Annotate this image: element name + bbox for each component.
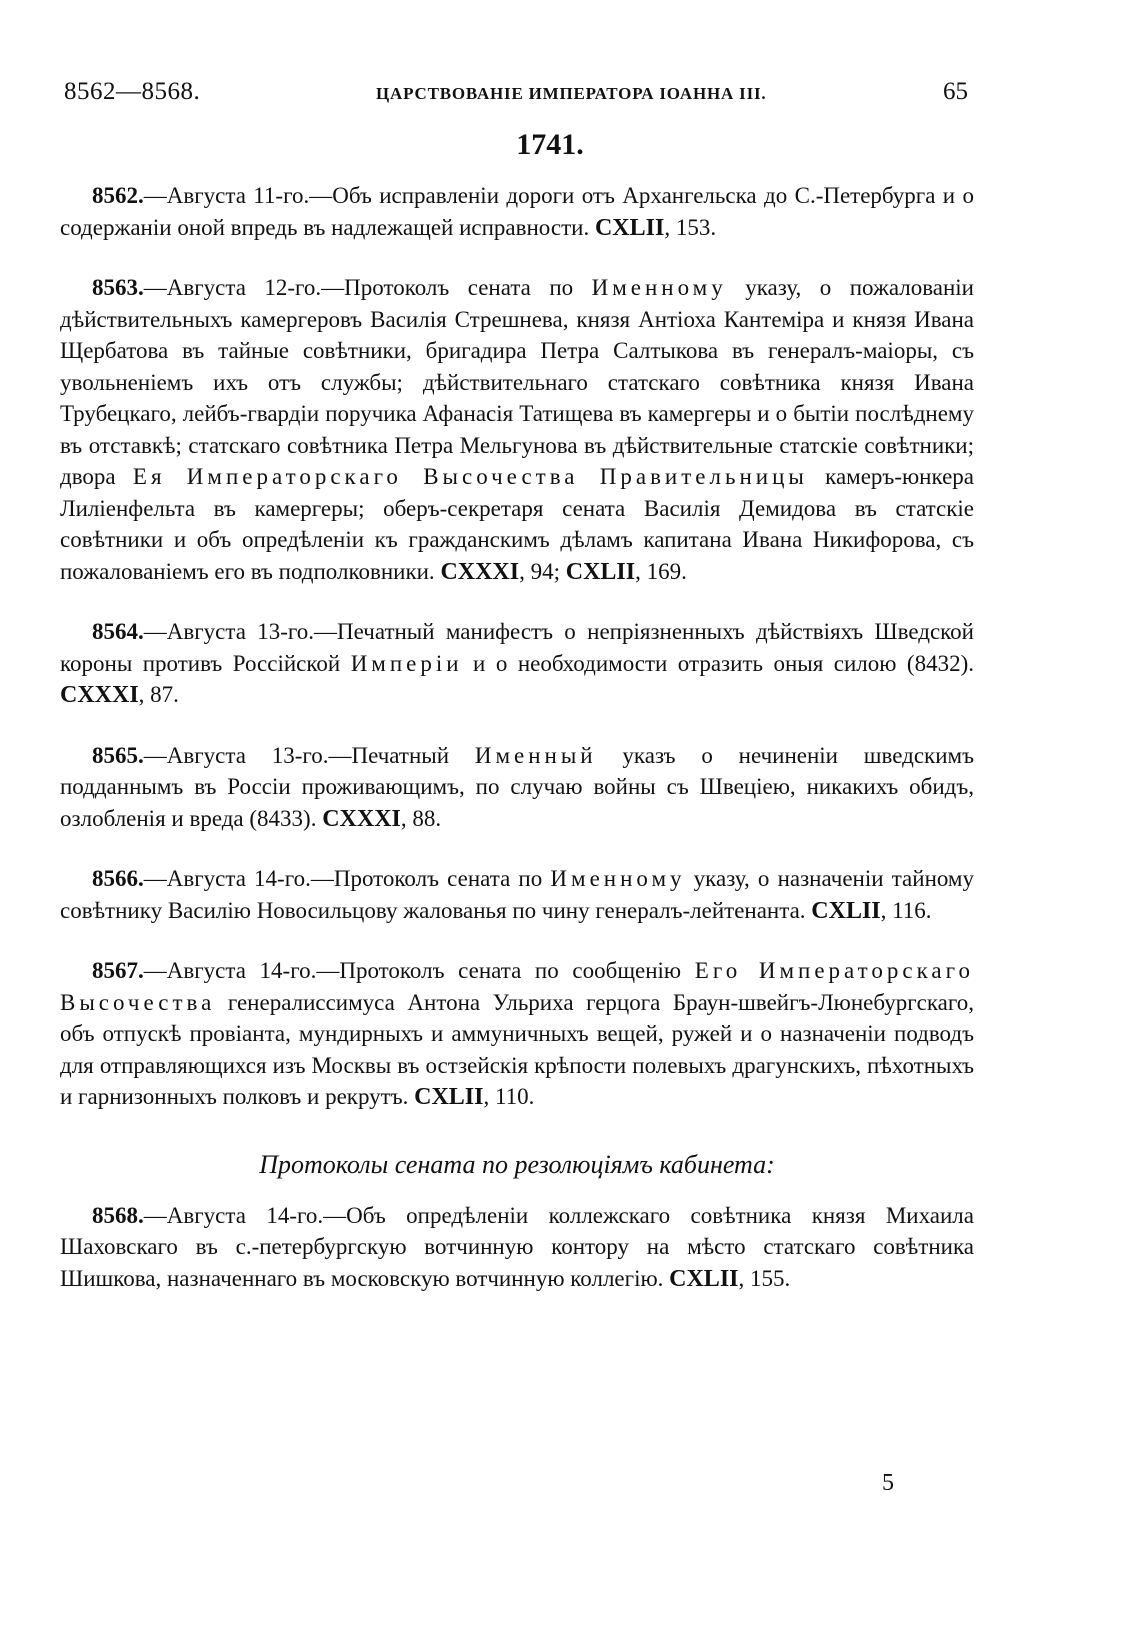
running-title: ЦАРСТВОВАНІЕ ИМПЕРАТОРА ІОАННА III. <box>376 84 767 103</box>
spaced-title: Его Императорскаго Высочества <box>60 958 974 1015</box>
entry-text: указъ о нечиненіи шведскимъ подданнымъ въ Россіи проживающимъ, по случаю войны съ Швеціею, никакихъ обидъ, озлобленія и вреда (8433). <box>60 742 974 831</box>
entry-text: и о необходимости отразить оныя силою (8432). <box>462 650 975 676</box>
volume-citation: CXLII <box>669 1265 739 1292</box>
entry-number: 8565. <box>92 742 144 768</box>
volume-citation: CXLII <box>594 214 665 241</box>
entry <box>60 1200 974 1296</box>
signature-mark: 5 <box>882 1470 894 1496</box>
entry-text: , 88. <box>400 805 442 831</box>
entry-text: —Августа 13-го.—Печатный манифестъ о непріязненныхъ дѣйствіяхъ Шведской короны противъ Россійской <box>60 619 974 676</box>
entry <box>60 740 974 836</box>
volume-citation: CXLII <box>565 558 636 585</box>
volume-citation: CXXXI <box>60 682 139 708</box>
running-header <box>64 78 968 114</box>
entry-text: , 116. <box>880 897 932 923</box>
entry-text: —Августа 14-го.—Объ опредѣленіи коллежскаго совѣтника князя Михаила Шаховскаго въ с.-петербургскую вотчинную контору на мѣсто статскаго совѣтника Шишкова, назначеннаго въ московскую вотчинную коллегію. <box>60 1202 974 1291</box>
spaced-title: Ея Императорскаго Высочества Правительницы <box>132 464 808 489</box>
entry-text: , 153. <box>664 214 717 240</box>
document-body <box>60 180 974 1323</box>
entry-text: генералиссимуса Антона Ульриха герцога Браун-швейгъ-Люнебургскаго, объ отпускѣ провіанта, мундирныхъ и аммуничныхъ вещей, ружей и о назначеніи подводъ для отправляющихся изъ Москвы въ остзейскія крѣпости полевыхъ драгунскихъ, пѣхотныхъ и гарнизонныхъ полковъ и рекрутъ. <box>60 989 974 1109</box>
entry <box>60 863 974 927</box>
entry-text: , 169. <box>635 558 687 584</box>
entry-text: , 155. <box>738 1265 791 1291</box>
entry-text: , 94; <box>519 558 566 584</box>
entry-text: указу, о назначеніи тайному совѣтнику Василію Новосильцову жалованья по чину генералъ-лейтенанта. <box>60 866 974 923</box>
page-number: 65 <box>943 78 968 105</box>
entry-number: 8568. <box>92 1202 144 1228</box>
volume-citation: CXXXI <box>440 558 520 585</box>
entry-text: —Августа 14-го.—Протоколъ сената по <box>143 866 551 891</box>
entry-text: , 110. <box>483 1084 535 1109</box>
volume-citation: CXLII <box>414 1084 484 1110</box>
entry <box>60 616 974 712</box>
entry-text: —Августа 14-го.—Протоколъ сената по сообщенію <box>143 958 695 983</box>
volume-citation: CXXXI <box>322 805 401 832</box>
entry-number: 8566. <box>92 866 144 891</box>
entry-number: 8564. <box>92 619 144 644</box>
entry <box>60 272 974 588</box>
entry-text: —Августа 13-го.—Печатный <box>143 742 475 768</box>
entry-text: —Августа 12-го.—Протоколъ сената по <box>143 275 592 300</box>
entry-text: —Августа 11-го.—Объ исправленіи дороги отъ Архангельска до С.-Петербурга и о содержаніи оной впредь въ надлежащей исправности. <box>60 183 974 240</box>
spaced-title: Именному <box>550 866 686 891</box>
spaced-title: Имперіи <box>350 650 463 676</box>
entry-range: 8562—8568. <box>64 78 201 105</box>
entry-text: , 87. <box>138 682 179 707</box>
entry-number: 8562. <box>92 183 144 208</box>
entry-number: 8567. <box>92 958 144 983</box>
entry-text: указу, о пожалованіи дѣйствительныхъ камергеровъ Василія Стрешнева, князя Антіоха Кантеміра и князя Ивана Щербатова въ тайные совѣтники, бригадира Петра Салтыкова въ генералъ-маіоры, съ увольненіемъ ихъ отъ службы; дѣйствительнаго статскаго совѣтника князя Ивана Трубецкаго, лейбъ-гвардіи поручика Афанасія Татищева въ камергеры и о бытіи послѣднему въ отставкѣ; статскаго совѣтника Петра Мельгунова въ дѣйствительные статскіе совѣтники; двора <box>60 275 974 489</box>
volume-citation: CXLII <box>811 897 881 924</box>
spaced-title: Именному <box>591 275 727 300</box>
entry <box>60 955 974 1114</box>
year-heading: 1741. <box>516 128 584 161</box>
section-entry-list <box>60 1200 974 1296</box>
spaced-title: Именный <box>474 742 597 768</box>
section-heading: Протоколы сената по резолюціямъ кабинета: <box>259 1149 775 1179</box>
entry <box>60 180 974 244</box>
entry-text: камеръ-юнкера Лиліенфельта въ камергеры; оберъ-секретаря сената Василія Демидова въ статскіе совѣтники и объ опредѣленіи къ гражданскимъ дѣламъ капитана Ивана Никифорова, съ пожалованіемъ его въ подполковники. <box>60 464 974 584</box>
entry-number: 8563. <box>92 275 144 300</box>
entry-list <box>60 180 974 1114</box>
